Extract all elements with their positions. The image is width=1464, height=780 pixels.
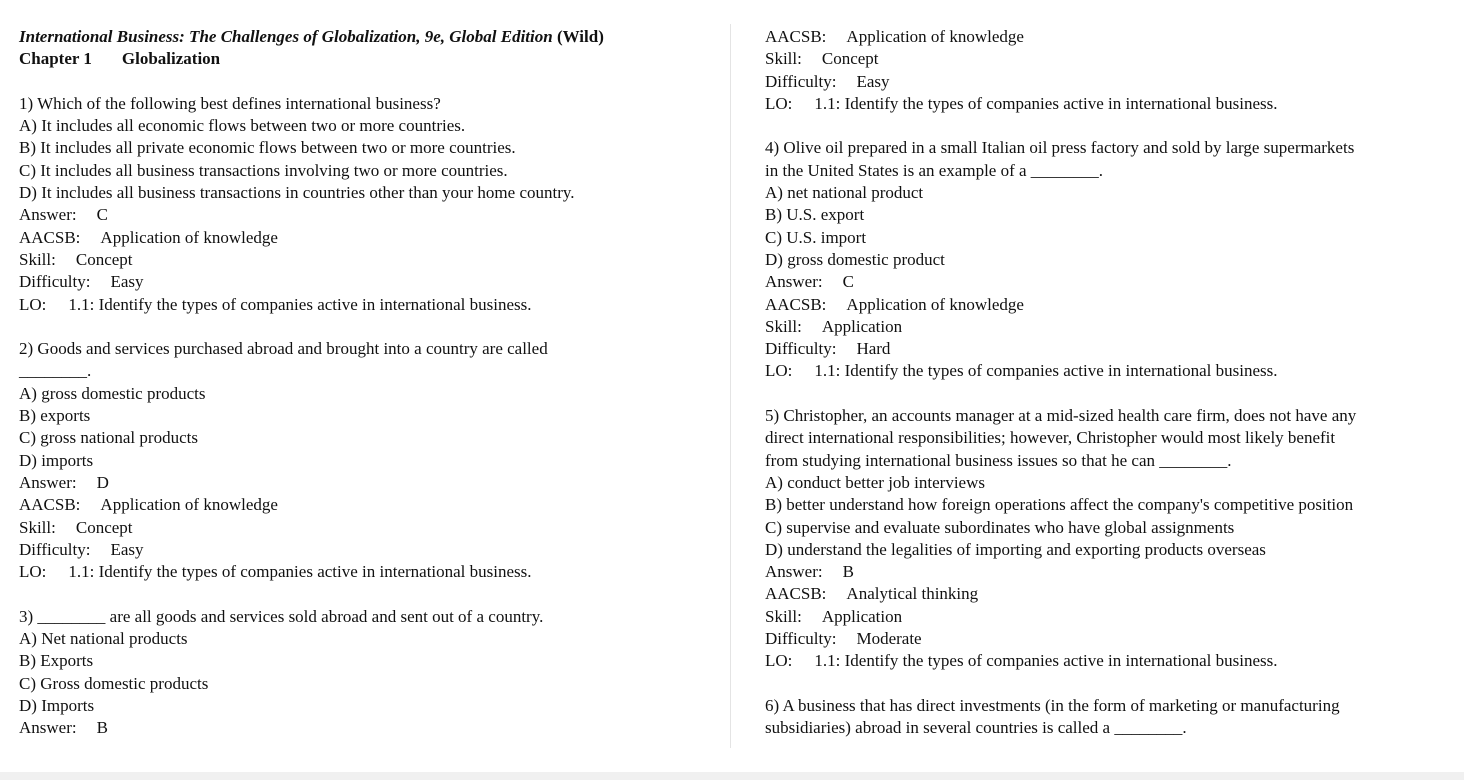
answer-option: D) Imports — [19, 695, 95, 715]
difficulty-value: Hard — [856, 339, 891, 359]
answer-label: Answer: — [19, 718, 77, 738]
aacsb-label: AACSB: — [765, 27, 827, 46]
difficulty-value: Easy — [110, 272, 144, 292]
skill-value: Concept — [821, 49, 879, 69]
answer-option: A) conduct better job interviews — [765, 472, 985, 492]
answer-option: B) U.S. export — [765, 205, 865, 225]
aacsb-value: Application of knowledge — [846, 27, 1024, 46]
answer-value: B — [842, 562, 854, 582]
lo-value: 1.1: Identify the types of companies active in international business. — [68, 562, 532, 582]
answer-value: C — [842, 272, 854, 292]
difficulty-label: Difficulty: — [765, 339, 837, 359]
answer-option: D) understand the legalities of importing and exporting products overseas — [765, 539, 1266, 559]
answer-option: C) U.S. import — [765, 227, 867, 247]
aacsb-value: Analytical thinking — [846, 584, 979, 604]
skill-line — [765, 606, 1455, 628]
answer-option: A) net national product — [765, 183, 924, 203]
column-divider — [730, 24, 731, 748]
question-stem: ________. — [19, 361, 92, 381]
document-title — [19, 26, 724, 48]
answer-option: B) exports — [19, 406, 91, 426]
question-stem: 4) Olive oil prepared in a small Italian oil press factory and sold by large supermarkets — [765, 138, 1355, 158]
difficulty-value: Easy — [856, 71, 890, 91]
answer-option: B) It includes all private economic flows between two or more countries. — [19, 138, 516, 158]
lo-value: 1.1: Identify the types of companies active in international business. — [814, 93, 1278, 113]
skill-label: Skill: — [765, 316, 802, 336]
chapter-label: Chapter 1 — [19, 49, 92, 69]
difficulty-line — [19, 271, 724, 293]
answer-label: Answer: — [19, 205, 77, 225]
answer-option: C) gross national products — [19, 428, 198, 448]
difficulty-line — [765, 338, 1455, 360]
answer-line — [19, 204, 724, 226]
answer-label: Answer: — [765, 272, 823, 292]
answer-line — [19, 717, 724, 739]
skill-label: Skill: — [19, 249, 56, 269]
question-stem: in the United States is an example of a ________. — [765, 160, 1104, 180]
answer-line — [19, 472, 724, 494]
question-block — [765, 695, 1455, 740]
difficulty-label: Difficulty: — [19, 272, 91, 292]
difficulty-line — [765, 628, 1455, 650]
aacsb-line — [765, 26, 1455, 48]
page-bottom-edge — [0, 772, 1464, 780]
answer-option: B) better understand how foreign operations affect the company's competitive position — [765, 495, 1354, 515]
answer-option: B) Exports — [19, 651, 94, 671]
answer-option: C) Gross domestic products — [19, 673, 209, 693]
question-stem: from studying international business issues so that he can ________. — [765, 450, 1232, 470]
answer-line — [765, 561, 1455, 583]
question-stem: 2) Goods and services purchased abroad and brought into a country are called — [19, 339, 548, 359]
answer-value: C — [96, 205, 108, 225]
question-stem: subsidiaries) abroad in several countries is called a ________. — [765, 718, 1187, 738]
aacsb-label: AACSB: — [765, 584, 827, 604]
difficulty-value: Easy — [110, 539, 144, 559]
skill-value: Application — [821, 316, 903, 336]
answer-option: A) Net national products — [19, 629, 188, 649]
aacsb-line — [19, 494, 724, 516]
book-title: International Business: The Challenges of Globalization, 9e, Global Edition — [19, 27, 553, 46]
question-block — [765, 405, 1455, 673]
aacsb-value: Application of knowledge — [846, 294, 1024, 314]
answer-value: B — [96, 718, 108, 738]
lo-label: LO: — [19, 294, 47, 314]
skill-line — [765, 316, 1455, 338]
answer-line — [765, 271, 1455, 293]
aacsb-line — [19, 227, 724, 249]
skill-label: Skill: — [19, 517, 56, 537]
difficulty-line — [19, 539, 724, 561]
aacsb-value: Application of knowledge — [100, 227, 278, 247]
aacsb-label: AACSB: — [19, 495, 81, 515]
lo-label: LO: — [19, 562, 47, 582]
skill-label: Skill: — [765, 49, 802, 69]
answer-option: A) It includes all economic flows between two or more countries. — [19, 116, 466, 136]
skill-value: Concept — [75, 249, 133, 269]
answer-option: A) gross domestic products — [19, 383, 206, 403]
lo-value: 1.1: Identify the types of companies active in international business. — [814, 651, 1278, 671]
chapter-name: Globalization — [121, 49, 221, 69]
skill-value: Concept — [75, 517, 133, 537]
lo-line — [19, 561, 724, 583]
question-block-continued — [765, 26, 1455, 115]
right-column — [765, 26, 1455, 740]
chapter-heading — [19, 48, 724, 70]
difficulty-label: Difficulty: — [765, 71, 837, 91]
lo-line — [765, 360, 1455, 382]
lo-label: LO: — [765, 93, 793, 113]
lo-line — [765, 650, 1455, 672]
question-block — [19, 93, 724, 316]
aacsb-label: AACSB: — [19, 227, 81, 247]
lo-line — [19, 294, 724, 316]
difficulty-label: Difficulty: — [765, 629, 837, 649]
difficulty-label: Difficulty: — [19, 539, 91, 559]
lo-label: LO: — [765, 651, 793, 671]
answer-label: Answer: — [765, 562, 823, 582]
question-stem: 1) Which of the following best defines international business? — [19, 93, 441, 113]
answer-option: D) It includes all business transactions in countries other than your home country. — [19, 183, 575, 203]
question-block — [19, 606, 724, 740]
difficulty-value: Moderate — [856, 629, 922, 649]
skill-label: Skill: — [765, 606, 802, 626]
answer-option: C) It includes all business transactions involving two or more countries. — [19, 160, 508, 180]
lo-value: 1.1: Identify the types of companies active in international business. — [814, 361, 1278, 381]
skill-line — [765, 48, 1455, 70]
skill-value: Application — [821, 606, 903, 626]
question-block — [765, 137, 1455, 382]
aacsb-value: Application of knowledge — [100, 495, 278, 515]
left-column — [19, 26, 724, 740]
answer-label: Answer: — [19, 472, 77, 492]
question-stem: 6) A business that has direct investments (in the form of marketing or manufacturing — [765, 695, 1340, 715]
skill-line — [19, 249, 724, 271]
question-block — [19, 338, 724, 583]
lo-value: 1.1: Identify the types of companies active in international business. — [68, 294, 532, 314]
difficulty-line — [765, 71, 1455, 93]
lo-label: LO: — [765, 361, 793, 381]
answer-value: D — [96, 472, 109, 492]
aacsb-label: AACSB: — [765, 294, 827, 314]
skill-line — [19, 517, 724, 539]
answer-option: C) supervise and evaluate subordinates who have global assignments — [765, 517, 1235, 537]
question-stem: direct international responsibilities; however, Christopher would most likely benefit — [765, 428, 1336, 448]
question-stem: 3) ________ are all goods and services sold abroad and sent out of a country. — [19, 606, 544, 626]
lo-line — [765, 93, 1455, 115]
aacsb-line — [765, 583, 1455, 605]
answer-option: D) imports — [19, 450, 94, 470]
aacsb-line — [765, 294, 1455, 316]
book-author: (Wild) — [552, 27, 604, 46]
answer-option: D) gross domestic product — [765, 249, 945, 269]
question-stem: 5) Christopher, an accounts manager at a mid-sized health care firm, does not have any — [765, 406, 1357, 426]
